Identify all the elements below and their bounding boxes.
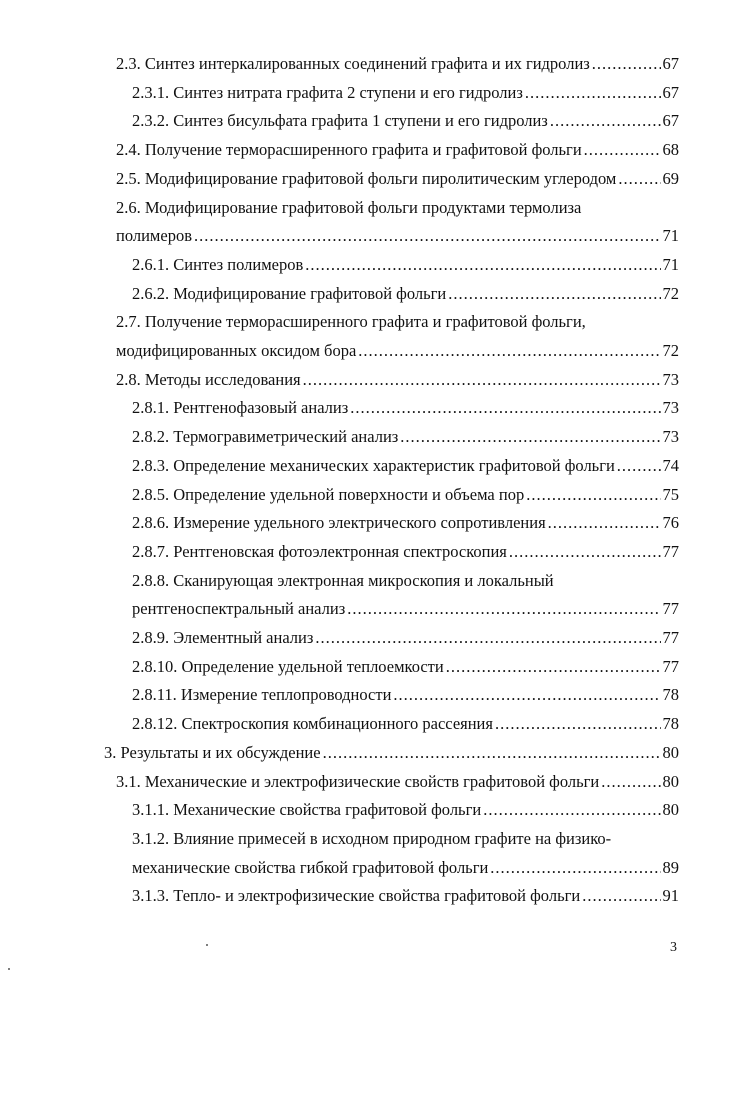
toc-entry (132, 854, 679, 882)
toc-entry-page: 78 (662, 714, 679, 734)
dot-leader (446, 653, 661, 681)
toc-entry-page: 73 (662, 398, 679, 418)
toc-entry-title: 2.8.10. Определение удельной теплоемкости (132, 656, 444, 676)
dot-leader (347, 595, 660, 623)
toc-entry (132, 394, 679, 422)
toc-entry (132, 452, 679, 480)
toc-entry-page: 67 (662, 82, 679, 102)
toc-entry (132, 79, 679, 107)
toc-entry-title: 3. Результаты и их обсуждение (104, 742, 321, 762)
dot-leader (323, 739, 661, 767)
dot-leader (483, 796, 660, 824)
toc-entry (132, 595, 679, 623)
toc-entry-title: 2.7. Получение терморасширенного графита и графитовой фольги, (116, 312, 586, 332)
toc-entry (132, 624, 679, 652)
toc-entry-title: 2.6.2. Модифицирование графитовой фольги (132, 283, 447, 303)
toc-entry-title: рентгеноспектральный анализ (132, 599, 346, 619)
toc-entry-title: 3.1. Механические и электрофизические свойств графитовой фольги (116, 771, 600, 791)
toc-entry (132, 280, 679, 308)
dot-leader (617, 452, 661, 480)
toc-entry (132, 423, 679, 451)
toc-entry-title: 2.8.7. Рентгеновская фотоэлектронная спектроскопия (132, 541, 507, 561)
dot-leader (509, 538, 661, 566)
toc-entry-title: 2.8. Методы исследования (116, 369, 301, 389)
dot-leader (584, 136, 661, 164)
toc-entry (116, 194, 679, 222)
toc-entry-page: 77 (662, 656, 679, 676)
dot-leader (400, 423, 660, 451)
toc-entry-title: 2.8.5. Определение удельной поверхности и объема пор (132, 484, 525, 504)
dot-leader (194, 222, 661, 250)
toc-entry-title: 2.6. Модифицирование графитовой фольги продуктами термолиза (116, 197, 582, 217)
dot-leader (525, 79, 661, 107)
toc-entry-title: 2.8.12. Спектроскопия комбинационного рассеяния (132, 714, 493, 734)
dot-leader (305, 251, 660, 279)
toc-entry (132, 538, 679, 566)
toc-entry-title: 2.8.1. Рентгенофазовый анализ (132, 398, 349, 418)
toc-entry-title: 2.6.1. Синтез полимеров (132, 254, 304, 274)
dot-leader (315, 624, 660, 652)
toc-entry-title: 2.8.6. Измерение удельного электрического сопротивления (132, 513, 546, 533)
scan-speck (206, 944, 208, 946)
toc-entry-page: 77 (662, 628, 679, 647)
toc-entry-page: 71 (662, 226, 679, 246)
toc-entry-page: 75 (662, 484, 679, 504)
toc-entry (132, 710, 679, 738)
toc-entry (132, 882, 679, 910)
toc-entry-page: 89 (662, 857, 679, 877)
toc-entry (132, 107, 679, 135)
toc-entry-page: 67 (662, 54, 679, 73)
toc-entry-page: 78 (662, 685, 679, 705)
toc-entry (116, 50, 679, 78)
toc-entry (116, 337, 679, 365)
dot-leader (582, 882, 660, 910)
toc-entry-page: 68 (662, 140, 679, 160)
toc-entry-title: 3.1.2. Влияние примесей в исходном природном графите на физико- (132, 828, 612, 848)
toc-entry-page: 72 (662, 341, 679, 360)
toc-entry (132, 653, 679, 681)
toc-entry-page: 76 (662, 513, 679, 533)
toc-entry-page: 80 (662, 742, 679, 762)
toc-entry-title: модифицированных оксидом бора (116, 341, 357, 360)
toc-entry-title: 2.8.2. Термогравиметрический анализ (132, 427, 399, 447)
toc-entry-page: 77 (662, 599, 679, 619)
toc-entry (116, 308, 679, 336)
toc-entry-page: 71 (662, 254, 679, 274)
toc-entry-page: 91 (662, 886, 679, 906)
toc-entry-title: 3.1.1. Механические свойства графитовой фольги (132, 800, 482, 820)
toc-entry-title: 2.5. Модифицирование графитовой фольги пиролитическим углеродом (116, 168, 617, 188)
dot-leader (618, 165, 660, 193)
dot-leader (548, 509, 661, 537)
page-number: 3 (670, 940, 677, 955)
toc-entry (132, 251, 679, 279)
toc-entry-title: 2.3.2. Синтез бисульфата графита 1 ступени и его гидролиз (132, 111, 548, 131)
dot-leader (393, 681, 660, 709)
toc-entry (104, 739, 679, 767)
dot-leader (495, 710, 661, 738)
toc-entry-title: 3.1.3. Тепло- и электрофизические свойства графитовой фольги (132, 886, 581, 906)
toc-entry (132, 796, 679, 824)
dot-leader (358, 337, 660, 365)
toc-entry-page: 69 (662, 168, 679, 188)
toc-entry (132, 825, 679, 853)
dot-leader (350, 394, 660, 422)
toc-entry (116, 222, 679, 250)
toc-entry (116, 165, 679, 193)
toc-entry-page: 73 (662, 369, 679, 389)
toc-entry (116, 768, 679, 796)
toc-entry-title: 2.8.11. Измерение теплопроводности (132, 685, 392, 705)
dot-leader (490, 854, 660, 882)
scan-speck (8, 968, 10, 970)
toc-entry-title: 2.3. Синтез интеркалированных соединений графита и их гидролиз (116, 54, 590, 73)
toc-entry-page: 67 (662, 111, 679, 131)
toc-entry-page: 77 (662, 541, 679, 561)
toc-entry-page: 72 (662, 283, 679, 303)
toc-entry-title: 2.3.1. Синтез нитрата графита 2 ступени и его гидролиз (132, 82, 523, 102)
toc-entry-page: 80 (662, 800, 679, 820)
toc-entry-title: полимеров (116, 226, 192, 246)
toc-entry-page: 80 (662, 771, 679, 791)
toc-entry-title: 2.4. Получение терморасширенного графита и графитовой фольги (116, 140, 582, 160)
toc-entry-title: 2.8.9. Элементный анализ (132, 628, 314, 647)
toc-entry (132, 481, 679, 509)
toc-entry (132, 509, 679, 537)
dot-leader (550, 107, 661, 135)
toc-entry-page: 74 (662, 455, 679, 475)
toc-entry-title: 2.8.8. Сканирующая электронная микроскопия и локальный (132, 570, 554, 590)
dot-leader (303, 366, 661, 394)
toc-entry-page: 73 (662, 427, 679, 447)
toc-entry (132, 681, 679, 709)
dot-leader (601, 768, 660, 796)
toc-entry (116, 136, 679, 164)
dot-leader (592, 50, 661, 78)
toc-entry-title: 2.8.3. Определение механических характеристик графитовой фольги (132, 455, 615, 475)
dot-leader (526, 481, 660, 509)
toc-entry-title: механические свойства гибкой графитовой фольги (132, 857, 489, 877)
toc-entry (132, 567, 679, 595)
toc-entry (116, 366, 679, 394)
dot-leader (448, 280, 660, 308)
